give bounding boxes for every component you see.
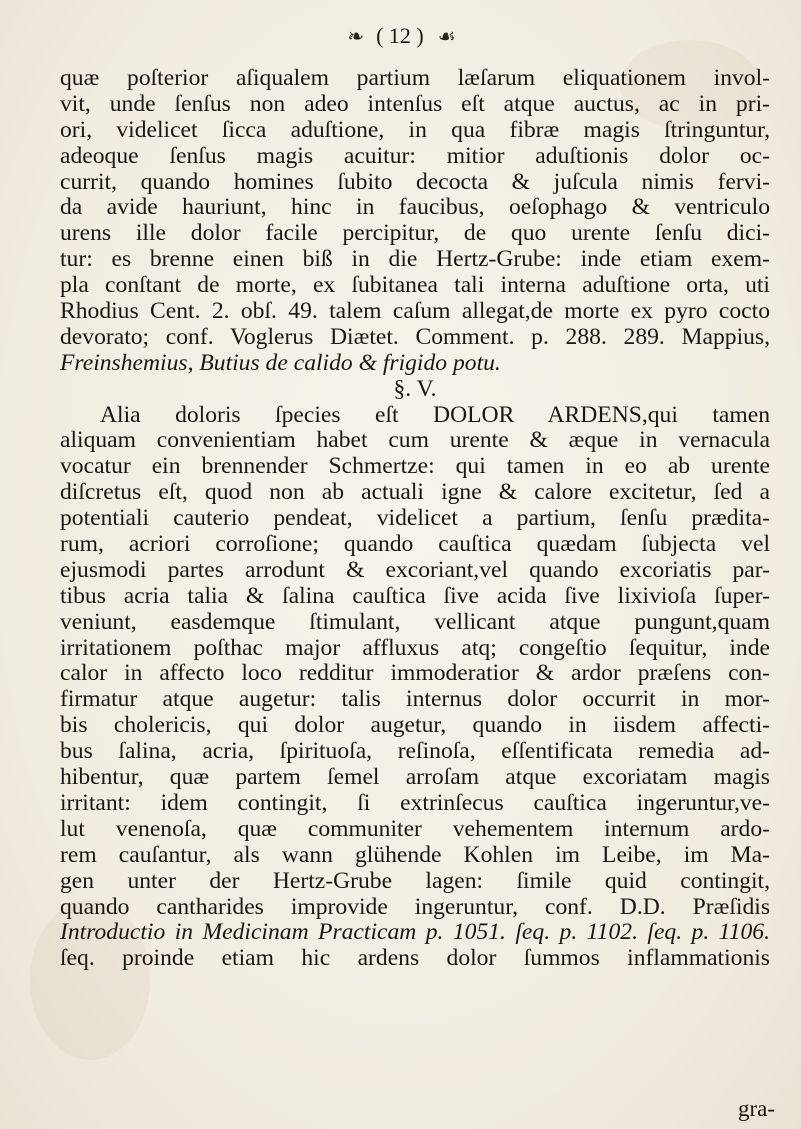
- text-line: tibus acria talia & ſalina cauſtica ſive acida ſive lixivioſa ſuper-: [60, 583, 770, 609]
- text-line: irritant: idem contingit, ſi extrinſecus cauſtica ingeruntur,ve-: [60, 790, 770, 816]
- text-line: bis cholericis, qui dolor augetur, quando in iisdem affecti-: [60, 713, 770, 739]
- text-line: pla conſtant de morte, ex ſubitanea tali interna aduſtione orta, uti: [60, 273, 770, 299]
- text-line: tur: es brenne einen biß in die Hertz-Grube: inde etiam exem-: [60, 247, 770, 273]
- text-line: Alia doloris ſpecies eſt DOLOR ARDENS,qui tamen: [100, 402, 770, 428]
- text-line: potentiali cauterio pendeat, videlicet a partium, ſenſu prædita-: [60, 506, 770, 532]
- text-line: lut venenoſa, quæ communiter vehementem internum ardo-: [60, 816, 770, 842]
- text-line: adeoque ſenſus magis acuitur: mitior aduſtionis dolor oc-: [60, 143, 770, 169]
- text-line: urens ille dolor facile percipitur, de quo urente ſenſu dici-: [60, 221, 770, 247]
- ornament-left-icon: ❧: [347, 24, 363, 48]
- ornament-right-icon: ☙: [437, 24, 454, 48]
- text-line: currit, quando homines ſubito decocta & juſcula nimis fervi-: [60, 169, 770, 195]
- text-line: devorato; conf. Voglerus Diætet. Comment. p. 288. 289. Mappius,: [60, 324, 770, 350]
- page-header: [0, 16, 801, 56]
- text-line: quando cantharides improvide ingeruntur, conf. D.D. Præſidis: [60, 894, 770, 920]
- text-line: firmatur atque augetur: talis internus dolor occurrit in mor-: [60, 687, 770, 713]
- text-line: Rhodius Cent. 2. obſ. 49. talem caſum allegat,de morte ex pyro cocto: [60, 299, 770, 325]
- text-line: bus ſalina, acria, ſpirituoſa, reſinoſa, eſſentificata remedia ad-: [60, 739, 770, 765]
- text-line: gen unter der Hertz-Grube lagen: ſimile quid contingit,: [60, 868, 770, 894]
- text-line: Introductio in Medicinam Practicam p. 1051. ſeq. p. 1102. ſeq. p. 1106.: [60, 920, 770, 946]
- text-line: vit, unde ſenſus non adeo intenſus eſt atque auctus, ac in pri-: [60, 91, 770, 117]
- text-line: ejusmodi partes arrodunt & excoriant,vel quando excoriatis par-: [60, 557, 770, 583]
- text-line: ſeq. proinde etiam hic ardens dolor ſummos inflammationis: [60, 946, 770, 972]
- page-number: ( 12 ): [376, 23, 424, 48]
- text-line: diſcretus eſt, quod non ab actuali igne & calore excitetur, ſed a: [60, 480, 770, 506]
- text-line: da avide hauriunt, hinc in faucibus, oeſophago & ventriculo: [60, 195, 770, 221]
- text-line: vocatur ein brennender Schmertze: qui tamen in eo ab urente: [60, 454, 770, 480]
- text-line: calor in affecto loco redditur immoderatior & ardor præſens con-: [60, 661, 770, 687]
- text-line: veniunt, easdemque ſtimulant, vellicant atque pungunt,quam: [60, 609, 770, 635]
- text-line: quæ poſterior aſiqualem partium læſarum eliquationem invol-: [60, 66, 770, 91]
- text-line: irritationem poſthac major affluxus atq; congeſtio ſequitur, inde: [60, 635, 770, 661]
- text-line: aliquam convenientiam habet cum urente & æque in vernacula: [60, 428, 770, 454]
- body-text: [60, 66, 770, 972]
- text-line: hibentur, quæ partem ſemel arroſam atque excoriatam magis: [60, 765, 770, 791]
- text-line: ori, videlicet ſicca aduſtione, in qua fibræ magis ſtringuntur,: [60, 117, 770, 143]
- text-line: rum, acriori corroſione; quando cauſtica quædam ſubjecta vel: [60, 532, 770, 558]
- text-line: Freinshemius, Butius de calido & frigido potu.: [60, 349, 501, 376]
- section-heading: §. V.: [393, 375, 437, 402]
- catchword: gra-: [738, 1096, 776, 1121]
- text-line: rem cauſantur, als wann glühende Kohlen im Leibe, im Ma-: [60, 842, 770, 868]
